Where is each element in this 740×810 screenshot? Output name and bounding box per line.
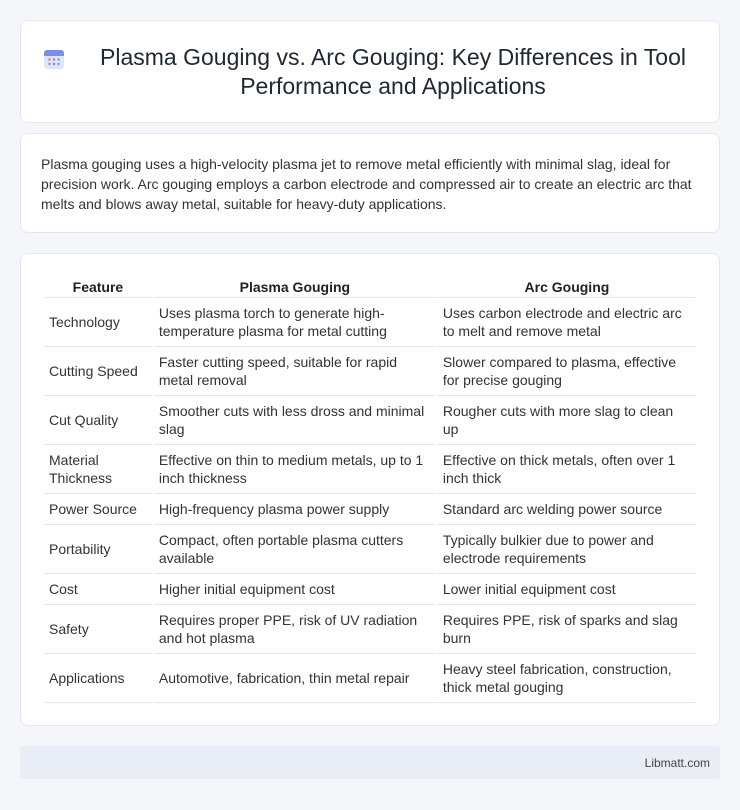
plasma-cell: Automotive, fabrication, thin metal repair [154, 654, 436, 703]
feature-cell: Cost [44, 574, 152, 605]
feature-cell: Material Thickness [44, 445, 152, 494]
feature-cell: Applications [44, 654, 152, 703]
plasma-cell: Higher initial equipment cost [154, 574, 436, 605]
comparison-table-card [20, 253, 720, 726]
feature-cell: Technology [44, 298, 152, 347]
intro-card [20, 133, 720, 233]
header-feature: Feature [44, 276, 152, 298]
arc-cell: Uses carbon electrode and electric arc to melt and remove metal [438, 298, 696, 347]
page-title: Plasma Gouging vs. Arc Gouging: Key Differences in Tool Performance and Applications [100, 43, 686, 99]
plasma-cell: Faster cutting speed, suitable for rapid metal removal [154, 347, 436, 396]
table-row [44, 574, 696, 605]
arc-cell: Effective on thick metals, often over 1 inch thick [438, 445, 696, 494]
table-row [44, 605, 696, 654]
arc-cell: Requires PPE, risk of sparks and slag burn [438, 605, 696, 654]
table-header-row [44, 276, 696, 298]
plasma-cell: Compact, often portable plasma cutters available [154, 525, 436, 574]
title-card [20, 20, 720, 123]
plasma-cell: Smoother cuts with less dross and minimal slag [154, 396, 436, 445]
table-row [44, 347, 696, 396]
table-row [44, 494, 696, 525]
arc-cell: Rougher cuts with more slag to clean up [438, 396, 696, 445]
header-arc-gouging: Arc Gouging [438, 276, 696, 298]
plasma-cell: Effective on thin to medium metals, up to 1 inch thickness [154, 445, 436, 494]
table-row [44, 525, 696, 574]
arc-cell: Heavy steel fabrication, construction, thick metal gouging [438, 654, 696, 703]
plasma-cell: High-frequency plasma power supply [154, 494, 436, 525]
comparison-table [42, 276, 698, 703]
feature-cell: Power Source [44, 494, 152, 525]
footer-site-link[interactable]: Libmatt.com [644, 755, 710, 770]
feature-cell: Safety [44, 605, 152, 654]
plasma-cell: Requires proper PPE, risk of UV radiation and hot plasma [154, 605, 436, 654]
arc-cell: Slower compared to plasma, effective for precise gouging [438, 347, 696, 396]
header-plasma-gouging: Plasma Gouging [154, 276, 436, 298]
feature-cell: Cut Quality [44, 396, 152, 445]
table-row [44, 396, 696, 445]
arc-cell: Typically bulkier due to power and electrode requirements [438, 525, 696, 574]
table-row [44, 654, 696, 703]
table-row [44, 445, 696, 494]
arc-cell: Standard arc welding power source [438, 494, 696, 525]
plasma-cell: Uses plasma torch to generate high-temperature plasma for metal cutting [154, 298, 436, 347]
intro-paragraph: Plasma gouging uses a high-velocity plasma jet to remove metal efficiently with minimal slag, ideal for precision work. Arc gouging employs a carbon electrode and compressed air to create an electric arc that melts and blows away metal, suitable for heavy-duty applications. [41, 156, 692, 212]
feature-cell: Portability [44, 525, 152, 574]
arc-cell: Lower initial equipment cost [438, 574, 696, 605]
calendar-icon [42, 47, 66, 71]
feature-cell: Cutting Speed [44, 347, 152, 396]
table-row [44, 298, 696, 347]
footer-bar [20, 746, 720, 779]
